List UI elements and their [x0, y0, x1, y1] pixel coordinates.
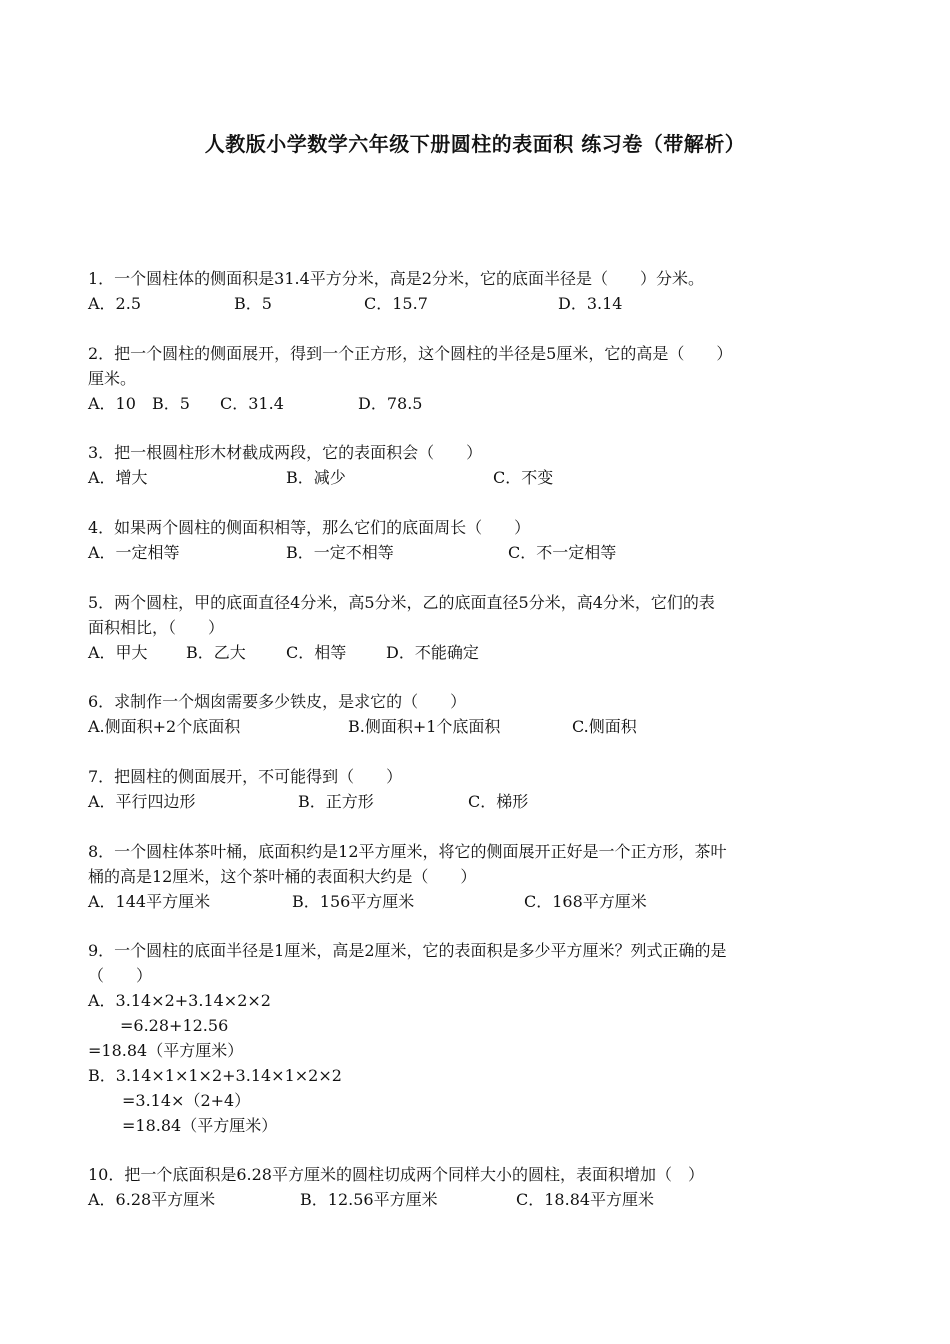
option-b-line-1: B．3.14×1×1×2+3.14×1×2×2 [88, 1066, 342, 1085]
option-a: A.侧面积+2个底面积 [88, 717, 241, 736]
question-options [88, 540, 868, 565]
option-a: A．6.28平方厘米 [88, 1190, 216, 1209]
option-a: A．144平方厘米 [88, 892, 211, 911]
option-b: B．12.56平方厘米 [300, 1190, 438, 1209]
question-stem: 4．如果两个圆柱的侧面积相等，那么它们的底面周长（ ） [88, 518, 531, 537]
option-c: C．15.7 [364, 294, 428, 313]
question-options [88, 391, 868, 416]
question-stem: 3．把一根圆柱形木材截成两段，它的表面积会（ ） [88, 443, 483, 462]
question-7 [88, 764, 868, 814]
question-stem-line-2: （ ） [88, 966, 153, 985]
question-stem: 6．求制作一个烟囱需要多少铁皮，是求它的（ ） [88, 692, 467, 711]
question-options [88, 1187, 868, 1212]
option-b-line-3: =18.84（平方厘米） [122, 1116, 278, 1135]
question-5 [88, 590, 868, 665]
option-a-line-2: =6.28+12.56 [120, 1016, 229, 1035]
option-b: B．5 [152, 394, 190, 413]
question-options [88, 465, 868, 490]
option-a: A．一定相等 [88, 543, 180, 562]
option-c: C．不变 [493, 468, 554, 487]
question-stem-line-2: 厘米。 [88, 369, 137, 388]
option-c: C．31.4 [220, 394, 284, 413]
option-a: A．平行四边形 [88, 792, 196, 811]
option-c: C．168平方厘米 [524, 892, 647, 911]
question-9 [88, 938, 868, 1138]
option-b: B．乙大 [186, 643, 246, 662]
page-title: 人教版小学数学六年级下册圆柱的表面积 练习卷（带解析） [204, 132, 746, 156]
option-c: C．不一定相等 [508, 543, 617, 562]
question-stem-line-1: 8．一个圆柱体茶叶桶，底面积约是12平方厘米，将它的侧面展开正好是一个正方形，茶叶 [88, 842, 727, 861]
option-d: D．3.14 [558, 294, 623, 313]
question-stem-line-2: 面积相比，（ ） [88, 618, 225, 637]
question-1 [88, 266, 868, 316]
option-b: B．减少 [286, 468, 346, 487]
question-options [88, 291, 868, 316]
option-b: B．一定不相等 [286, 543, 394, 562]
question-options [88, 640, 868, 665]
option-b-line-2: =3.14×（2+4） [122, 1091, 251, 1110]
option-a-line-1: A．3.14×2+3.14×2×2 [88, 991, 271, 1010]
question-options [88, 889, 868, 914]
option-c: C．梯形 [468, 792, 529, 811]
question-options [88, 714, 868, 739]
question-3 [88, 440, 868, 490]
option-b: B.侧面积+1个底面积 [348, 717, 501, 736]
option-b: B．正方形 [298, 792, 374, 811]
question-stem-line-1: 5．两个圆柱，甲的底面直径4分米，高5分米，乙的底面直径5分米，高4分米，它们的表 [88, 593, 715, 612]
question-stem-line-1: 2．把一个圆柱的侧面展开，得到一个正方形，这个圆柱的半径是5厘米，它的高是（ ） [88, 344, 733, 363]
option-b: B．156平方厘米 [292, 892, 415, 911]
option-a: A．2.5 [88, 294, 142, 313]
question-8 [88, 839, 868, 914]
option-a: A．甲大 [88, 643, 148, 662]
option-c: C．相等 [286, 643, 347, 662]
option-d: D．78.5 [358, 394, 423, 413]
question-2 [88, 341, 868, 416]
option-c: C.侧面积 [572, 717, 637, 736]
question-4 [88, 515, 868, 565]
option-a: A．增大 [88, 468, 148, 487]
question-stem: 10．把一个底面积是6.28平方厘米的圆柱切成两个同样大小的圆柱，表面积增加（ ） [88, 1165, 704, 1184]
question-6 [88, 689, 868, 739]
question-stem: 1．一个圆柱体的侧面积是31.4平方分米，高是2分米，它的底面半径是（ ）分米。 [88, 269, 704, 288]
option-c: C．18.84平方厘米 [516, 1190, 655, 1209]
option-b: B．5 [234, 294, 272, 313]
question-stem-line-2: 桶的高是12厘米，这个茶叶桶的表面积大约是（ ） [88, 867, 477, 886]
option-a-line-3: =18.84（平方厘米） [88, 1041, 244, 1060]
option-d: D．不能确定 [386, 643, 479, 662]
question-options [88, 789, 868, 814]
question-stem: 7．把圆柱的侧面展开，不可能得到（ ） [88, 767, 403, 786]
question-10 [88, 1162, 868, 1212]
question-stem-line-1: 9．一个圆柱的底面半径是1厘米，高是2厘米，它的表面积是多少平方厘米？列式正确的是 [88, 941, 727, 960]
option-a: A．10 [88, 394, 136, 413]
